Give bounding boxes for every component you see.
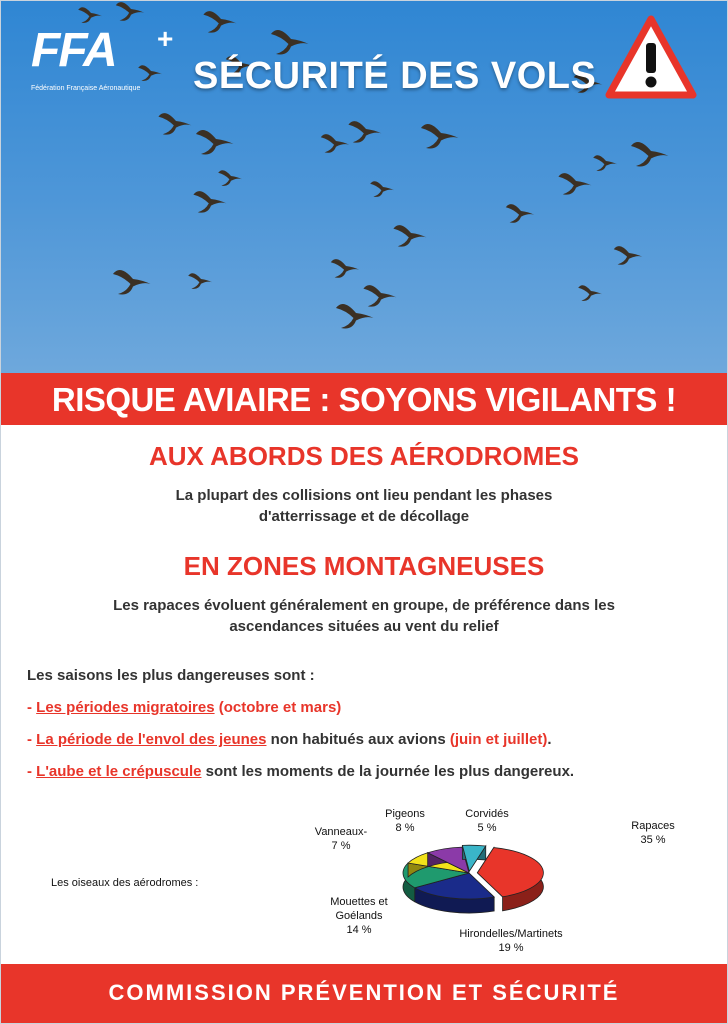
seasons-title: Les saisons les plus dangereuses sont : xyxy=(27,667,315,684)
season-link[interactable]: L'aube et le crépuscule xyxy=(36,763,202,780)
season-item xyxy=(27,731,552,748)
pie-label-name: Mouettes et xyxy=(330,896,388,908)
pie-label-name: Rapaces xyxy=(631,820,675,832)
bird-silhouette xyxy=(421,124,459,149)
title-banner xyxy=(1,373,727,425)
bird-silhouette xyxy=(321,134,349,153)
season-dash: - xyxy=(27,699,37,716)
bird-silhouette xyxy=(348,121,381,143)
bird-silhouette xyxy=(193,191,226,213)
pie-label-mouettes xyxy=(319,895,399,937)
pie-label-name: Goélands xyxy=(335,910,383,922)
pie-label-value: 5 % xyxy=(477,822,497,834)
season-highlight: (juin et juillet) xyxy=(449,731,548,748)
season-dash: - xyxy=(27,763,37,780)
section-body-aerodromes xyxy=(71,485,657,527)
season-text: sont les moments de la journée les plus dangereux. xyxy=(201,763,575,780)
header-title: SÉCURITÉ DES VOLS xyxy=(193,55,597,97)
bird-silhouette xyxy=(506,204,535,223)
pie-label-name: Corvidés xyxy=(465,808,509,820)
pie-label-pigeons xyxy=(365,807,445,835)
bird-silhouette xyxy=(331,259,359,278)
pie-label-value: 35 % xyxy=(640,834,666,846)
bird-silhouette xyxy=(188,273,212,289)
section-body-line: d'atterrissage et de décollage xyxy=(258,508,470,525)
bird-silhouette xyxy=(631,142,669,167)
ffa-logo xyxy=(27,21,197,101)
bird-silhouette xyxy=(578,285,602,301)
pie-label-value: 19 % xyxy=(498,942,524,954)
footer-text: COMMISSION PRÉVENTION ET SÉCURITÉ xyxy=(108,980,620,1005)
logo-plus-icon: + xyxy=(157,23,174,54)
bird-silhouette xyxy=(393,225,426,247)
pie-label-value: 14 % xyxy=(346,924,372,936)
pie-label-corvides xyxy=(447,807,527,835)
bird-silhouette xyxy=(593,155,617,171)
bird-silhouette xyxy=(158,113,191,135)
pie-label-value: 8 % xyxy=(395,822,415,834)
season-link[interactable]: La période de l'envol des jeunes xyxy=(36,731,267,748)
bird-silhouette xyxy=(271,30,309,55)
season-item xyxy=(27,699,341,716)
section-body-line: Les rapaces évoluent généralement en groupe, de préférence dans les xyxy=(113,597,615,614)
pie-label-value: 7 % xyxy=(331,840,351,852)
pie-label-hirondelles xyxy=(441,927,581,955)
bird-silhouette xyxy=(336,304,374,329)
season-dash: - xyxy=(27,731,37,748)
logo-subtitle: Fédération Française Aéronautique xyxy=(31,85,141,92)
banner-title: RISQUE AVIAIRE : SOYONS VIGILANTS ! xyxy=(51,381,677,418)
season-text-end: . xyxy=(547,731,552,748)
bird-silhouette xyxy=(196,130,234,155)
season-highlight: (octobre et mars) xyxy=(218,699,342,716)
season-item xyxy=(27,763,574,780)
pie-label-name: Vanneaux- xyxy=(314,826,368,838)
bird-silhouette xyxy=(113,270,151,295)
pie-chart xyxy=(381,821,621,941)
section-body-line: ascendances situées au vent du relief xyxy=(229,618,499,635)
bird-silhouette xyxy=(116,2,145,21)
section-body-line: La plupart des collisions ont lieu pendant les phases xyxy=(175,487,553,504)
pie-label-name: Hirondelles/Martinets xyxy=(459,928,563,940)
section-title-aerodromes: AUX ABORDS DES AÉRODROMES xyxy=(148,441,579,471)
bird-silhouette xyxy=(370,181,394,197)
logo-text: FFA xyxy=(31,24,116,77)
bird-silhouette xyxy=(203,11,236,33)
season-text: non habitués aux avions xyxy=(266,731,450,748)
pie-label-name: Pigeons xyxy=(385,808,425,820)
bird-silhouette xyxy=(363,285,396,307)
pie-label-rapaces xyxy=(613,819,693,847)
section-body-mountains xyxy=(71,595,657,637)
section-title-mountains: EN ZONES MONTAGNEUSES xyxy=(183,551,545,581)
bird-silhouette xyxy=(558,173,591,195)
hero-image-birds xyxy=(1,1,727,373)
footer-banner xyxy=(1,964,727,1023)
warning-triangle-icon xyxy=(605,15,697,99)
bird-silhouette xyxy=(614,246,643,265)
season-link[interactable]: Les périodes migratoires xyxy=(36,699,215,716)
pie-caption: Les oiseaux des aérodromes : xyxy=(51,877,199,889)
bird-silhouette xyxy=(218,170,242,186)
